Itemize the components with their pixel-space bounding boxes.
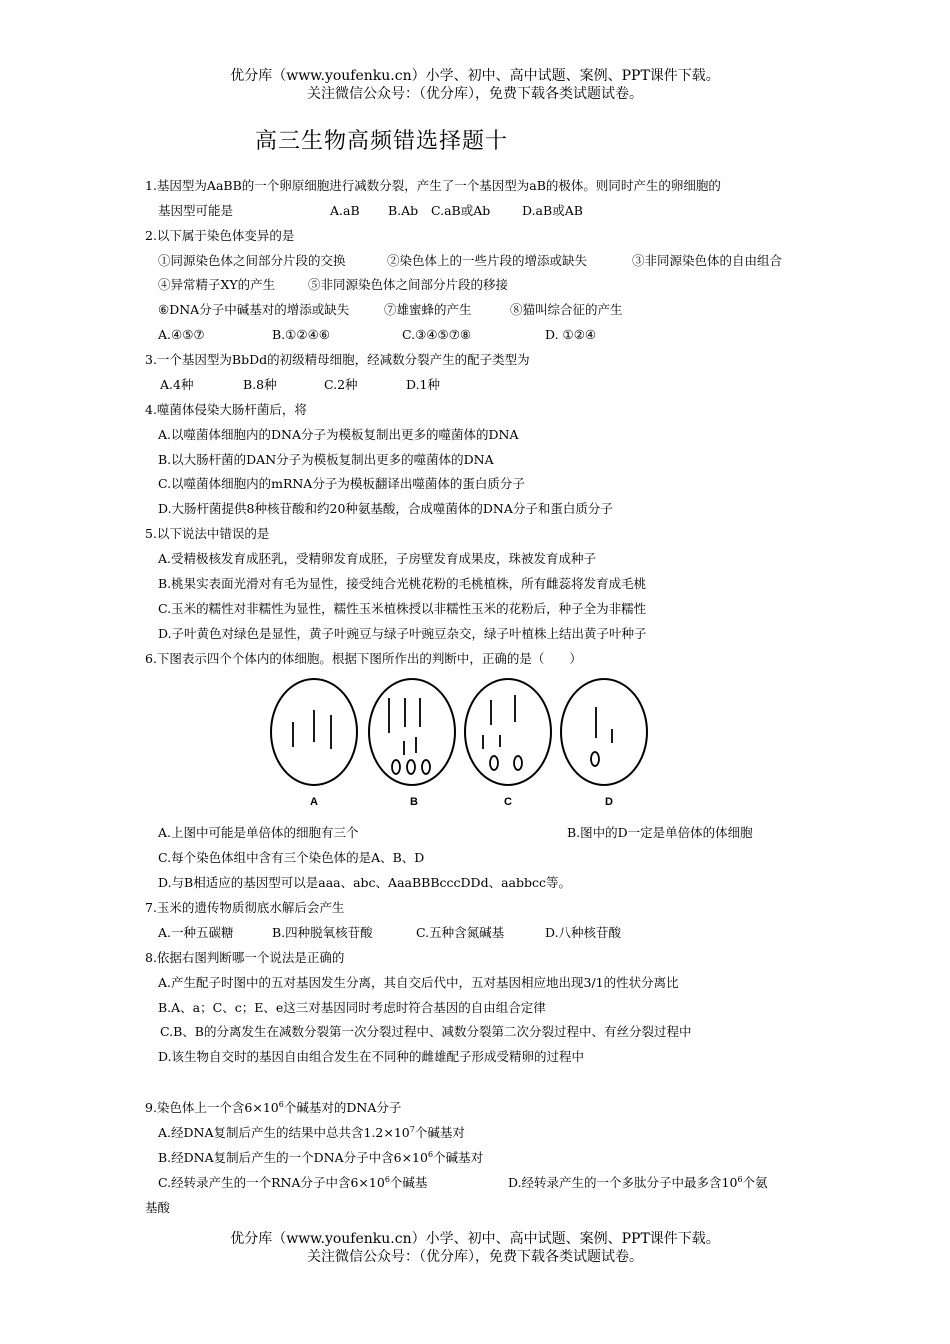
cell-c-outline: [465, 679, 551, 785]
q2-option-d: D. ①②④: [545, 327, 597, 342]
cell-label-b: B: [410, 796, 418, 808]
q6-option-c: C.每个染色体组中含有三个染色体的是A、B、D: [158, 850, 425, 865]
q3-option-b: B.8种: [243, 377, 277, 392]
q9-option-d: D.经转录产生的一个多肽分子中最多含$10^6$个氨: [508, 1174, 768, 1190]
q2-item-6: ⑥DNA分子中碱基对的增添或缺失: [158, 302, 350, 317]
q9-stem: 9.染色体上一个含$6\times 10^6$个碱基对的DNA分子: [145, 1099, 402, 1115]
q1-stem-2: 基因型可能是: [158, 203, 234, 218]
header-line-2: 关注微信公众号：（优分库），免费下载各类试题试卷。: [307, 86, 643, 102]
q2-option-c: C.③④⑤⑦⑧: [402, 327, 472, 342]
q2-item-4: ④异常精子XY的产生: [158, 277, 276, 292]
q3-option-c: C.2种: [324, 377, 358, 392]
page-title: 高三生物高频错选择题十: [255, 129, 509, 154]
q9-option-c: C.经转录产生的一个RNA分子中含$6\times 10^6$个碱基: [158, 1174, 428, 1190]
footer-line-1: 优分库（www.youfenku.cn）小学、初中、高中试题、案例、PPT课件下载。: [230, 1231, 720, 1247]
q7-stem: 7.玉米的遗传物质彻底水解后会产生: [145, 900, 345, 915]
q7-option-a: A.一种五碳糖: [158, 925, 234, 940]
q3-stem: 3.一个基因型为BbDd的初级精母细胞，经减数分裂产生的配子类型为: [145, 352, 530, 367]
q2-stem: 2.以下属于染色体变异的是: [145, 228, 295, 243]
cell-diagram: [268, 677, 658, 817]
cell-c-chromosome-oval: [514, 756, 522, 770]
q4-option-d: D.大肠杆菌提供8种核苷酸和约20种氨基酸，合成噬菌体的DNA分子和蛋白质分子: [158, 501, 613, 516]
q2-item-3: ③非同源染色体的自由组合: [632, 253, 783, 268]
q2-item-2: ②染色体上的一些片段的增添或缺失: [387, 253, 588, 268]
cell-d-outline: [561, 679, 647, 785]
q4-option-b: B.以大肠杆菌的DAN分子为模板复制出更多的噬菌体的DNA: [158, 452, 494, 467]
q8-option-a: A.产生配子时图中的五对基因发生分离，其自交后代中，五对基因相应地出现3/1的性状分离比: [158, 975, 679, 990]
q8-option-d: D.该生物自交时的基因自由组合发生在不同种的雌雄配子形成受精卵的过程中: [158, 1049, 585, 1064]
q9-option-a: A.经DNA复制后产生的结果中总共含$1.2\times 10^7$个碱基对: [158, 1124, 465, 1140]
q1-option-b: B.Ab: [388, 203, 419, 218]
q1-option-d: D.aB或AB: [522, 203, 583, 218]
header-line-1: 优分库（www.youfenku.cn）小学、初中、高中试题、案例、PPT课件下载。: [230, 68, 720, 84]
q8-stem: 8.依据右图判断哪一个说法是正确的: [145, 950, 345, 965]
cell-label-c: C: [504, 796, 512, 808]
q2-item-5: ⑤非同源染色体之间部分片段的移接: [308, 277, 509, 292]
q4-option-c: C.以噬菌体细胞内的mRNA分子为模板翻译出噬菌体的蛋白质分子: [158, 476, 525, 491]
q1-stem: 1.基因型为AaBB的一个卵原细胞进行减数分裂，产生了一个基因型为aB的极体。则同时产生的卵细胞的: [145, 178, 721, 193]
q6-option-d: D.与B相适应的基因型可以是aaa、abc、AaaBBBcccDDd、aabbcc等。: [158, 875, 571, 890]
q2-item-7: ⑦雄蜜蜂的产生: [384, 302, 472, 317]
cell-label-a: A: [310, 796, 318, 808]
q3-option-a: A.4种: [160, 377, 194, 392]
q4-option-a: A.以噬菌体细胞内的DNA分子为模板复制出更多的噬菌体的DNA: [158, 427, 519, 442]
q5-option-a: A.受精极核发育成胚乳，受精卵发育成胚，子房壁发育成果皮，珠被发育成种子: [158, 551, 597, 566]
cell-label-d: D: [605, 796, 613, 808]
q5-option-c: C.玉米的糯性对非糯性为显性，糯性玉米植株授以非糯性玉米的花粉后，种子全为非糯性: [158, 601, 647, 616]
q6-option-a: A.上图中可能是单倍体的细胞有三个: [158, 825, 359, 840]
q2-item-8: ⑧猫叫综合征的产生: [510, 302, 623, 317]
q2-option-b: B.①②④⑥: [272, 327, 330, 342]
q9-option-b: B.经DNA复制后产生的一个DNA分子中含$6\times 10^6$个碱基对: [158, 1149, 484, 1165]
q7-option-d: D.八种核苷酸: [545, 925, 622, 940]
q8-option-c: C.B、B的分离发生在减数分裂第一次分裂过程中、减数分裂第二次分裂过程中、有丝分裂过程中: [160, 1024, 692, 1039]
footer-line-2: 关注微信公众号：（优分库），免费下载各类试题试卷。: [307, 1249, 643, 1265]
q2-item-1: ①同源染色体之间部分片段的交换: [158, 253, 346, 268]
cell-b-outline: [369, 679, 455, 785]
q5-option-b: B.桃果实表面光滑对有毛为显性，接受纯合光桃花粉的毛桃植株，所有雌蕊将发育成毛桃: [158, 576, 647, 591]
q1-option-a: A.aB: [330, 203, 360, 218]
cell-d-chromosome-oval: [591, 752, 599, 766]
q2-option-a: A.④⑤⑦: [158, 327, 205, 342]
q3-option-d: D.1种: [406, 377, 441, 392]
q4-stem: 4.噬菌体侵染大肠杆菌后，将: [145, 402, 307, 417]
q6-stem: 6.下图表示四个个体内的体细胞。根据下图所作出的判断中，正确的是（ ）: [145, 651, 582, 666]
q1-option-c: C.aB或Ab: [431, 203, 491, 218]
q8-option-b: B.A、a；C、c；E、e这三对基因同时考虑时符合基因的自由组合定律: [158, 1000, 546, 1015]
q5-stem: 5.以下说法中错误的是: [145, 526, 270, 541]
cell-b-chromosome-oval: [392, 760, 400, 774]
q9-option-d-continued: 基酸: [145, 1200, 171, 1215]
cell-b-chromosome-oval: [422, 760, 430, 774]
cell-b-chromosome-oval: [407, 760, 415, 774]
q6-option-b: B.图中的D一定是单倍体的体细胞: [567, 825, 753, 840]
q7-option-c: C.五种含氮碱基: [416, 925, 505, 940]
cell-c-chromosome-oval: [490, 756, 498, 770]
q7-option-b: B.四种脱氧核苷酸: [272, 925, 373, 940]
q5-option-d: D.子叶黄色对绿色是显性，黄子叶豌豆与绿子叶豌豆杂交，绿子叶植株上结出黄子叶种子: [158, 626, 647, 641]
